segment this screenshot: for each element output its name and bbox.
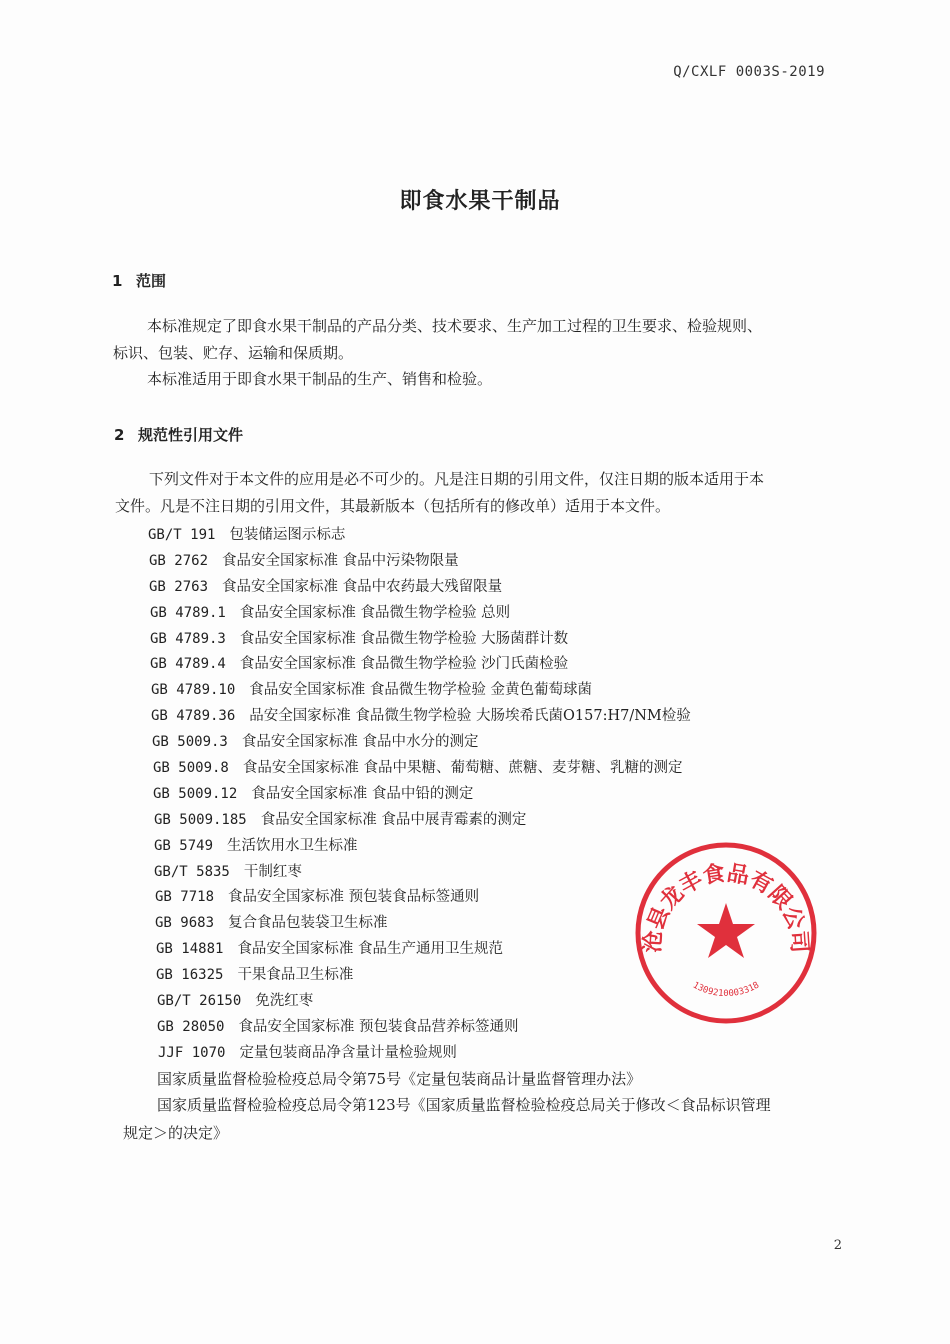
page-number: 2	[833, 1238, 842, 1253]
reference-code: GB 5009.3	[152, 734, 228, 751]
reference-code: GB/T 191	[148, 527, 216, 543]
company-seal	[633, 840, 819, 1026]
section-1-title: 范围	[136, 272, 167, 290]
reference-code: GB 5009.12	[153, 785, 238, 802]
seal-serial-number: 1309210003318	[690, 980, 762, 1000]
section-2-number: 2	[114, 426, 125, 444]
reference-order-123-line-2: 规定＞的决定》	[123, 1124, 229, 1142]
reference-code: GB/T 5835	[154, 863, 230, 880]
reference-item	[148, 549, 868, 575]
reference-title: 食品安全国家标准 食品中污染物限量	[222, 552, 459, 569]
reference-title: 食品安全国家标准 预包装食品营养标签通则	[238, 1018, 519, 1035]
section-2-heading	[114, 424, 243, 445]
reference-title: 食品安全国家标准 食品中农药最大残留限量	[222, 578, 503, 595]
reference-title: 食品安全国家标准 食品中铅的测定	[251, 785, 474, 802]
references-intro-line-2: 文件。凡是不注日期的引用文件，其最新版本（包括所有的修改单）适用于本文件。	[115, 497, 671, 515]
reference-code: GB 14881	[156, 941, 224, 958]
reference-item	[148, 627, 868, 653]
reference-title: 食品安全国家标准 食品微生物学检验 沙门氏菌检验	[239, 656, 569, 673]
reference-item	[148, 523, 868, 549]
reference-title: 品安全国家标准 食品微生物学检验 大肠埃希氏菌O157:H7/NM检验	[249, 708, 691, 725]
scope-paragraph-1-line-2: 标识、包装、贮存、运输和保质期。	[113, 344, 354, 362]
reference-code: GB 16325	[156, 967, 224, 984]
reference-title: 干果食品卫生标准	[237, 967, 354, 984]
reference-item	[148, 575, 868, 601]
seal-company-name: 沧县龙丰食品有限公司	[640, 861, 812, 954]
reference-order-75: 国家质量监督检验检疫总局令第75号《定量包装商品计量监督管理办法》	[157, 1070, 642, 1088]
reference-item	[148, 756, 868, 782]
reference-title: 复合食品包装袋卫生标准	[228, 915, 388, 932]
section-2-title: 规范性引用文件	[138, 426, 244, 444]
standard-code: Q/CXLF 0003S-2019	[673, 64, 825, 80]
reference-item	[148, 1041, 868, 1067]
reference-code: GB/T 26150	[157, 993, 242, 1010]
reference-title: 食品安全国家标准 食品中果糖、葡萄糖、蔗糖、麦芽糖、乳糖的测定	[242, 760, 683, 777]
reference-code: GB 9683	[155, 915, 215, 932]
reference-title: 定量包装商品净含量计量检验规则	[239, 1044, 457, 1061]
reference-code: GB 4789.1	[150, 604, 226, 621]
references-intro-line-1: 下列文件对于本文件的应用是必不可少的。凡是注日期的引用文件，仅注日期的版本适用于本	[149, 470, 765, 488]
reference-item	[148, 678, 868, 704]
section-1-number: 1	[112, 272, 123, 290]
reference-item	[148, 704, 868, 730]
reference-code: GB 7718	[155, 889, 215, 906]
reference-title: 食品安全国家标准 预包装食品标签通则	[228, 889, 480, 906]
scope-paragraph-2: 本标准适用于即食水果干制品的生产、销售和检验。	[147, 370, 493, 388]
section-1-heading	[112, 270, 166, 291]
reference-title: 食品安全国家标准 食品中水分的测定	[241, 734, 479, 751]
reference-item	[148, 808, 868, 834]
reference-title: 食品安全国家标准 食品中展青霉素的测定	[260, 811, 527, 828]
reference-order-123-line-1: 国家质量监督检验检疫总局令第123号《国家质量监督检验检疫总局关于修改＜食品标识管理	[157, 1096, 771, 1114]
reference-title: 食品安全国家标准 食品微生物学检验 大肠菌群计数	[239, 630, 569, 647]
reference-item	[148, 601, 868, 627]
document-title: 即食水果干制品	[399, 189, 561, 214]
reference-code: GB 28050	[157, 1018, 225, 1035]
reference-item	[148, 652, 868, 678]
reference-title: 免洗红枣	[255, 993, 314, 1010]
reference-code: JJF 1070	[158, 1044, 226, 1061]
reference-title: 食品安全国家标准 食品微生物学检验 总则	[239, 604, 511, 621]
reference-title: 包装储运图示标志	[229, 527, 346, 543]
reference-item	[148, 782, 868, 808]
reference-code: GB 2763	[149, 578, 209, 595]
scope-paragraph-1-line-1: 本标准规定了即食水果干制品的产品分类、技术要求、生产加工过程的卫生要求、检验规则、	[147, 317, 763, 335]
reference-item	[148, 730, 868, 756]
reference-title: 食品安全国家标准 食品微生物学检验 金黄色葡萄球菌	[249, 682, 593, 699]
reference-title: 干制红枣	[243, 863, 302, 880]
reference-code: GB 5009.185	[154, 811, 247, 828]
reference-code: GB 4789.10	[151, 682, 236, 699]
reference-code: GB 5749	[154, 837, 214, 854]
reference-title: 食品安全国家标准 食品生产通用卫生规范	[237, 941, 504, 958]
reference-code: GB 4789.36	[151, 708, 236, 725]
reference-code: GB 4789.4	[150, 656, 226, 673]
seal-star-icon	[697, 903, 755, 958]
reference-code: GB 2762	[149, 552, 209, 569]
reference-code: GB 4789.3	[150, 630, 226, 647]
reference-title: 生活饮用水卫生标准	[227, 837, 358, 854]
reference-code: GB 5009.8	[153, 760, 229, 777]
